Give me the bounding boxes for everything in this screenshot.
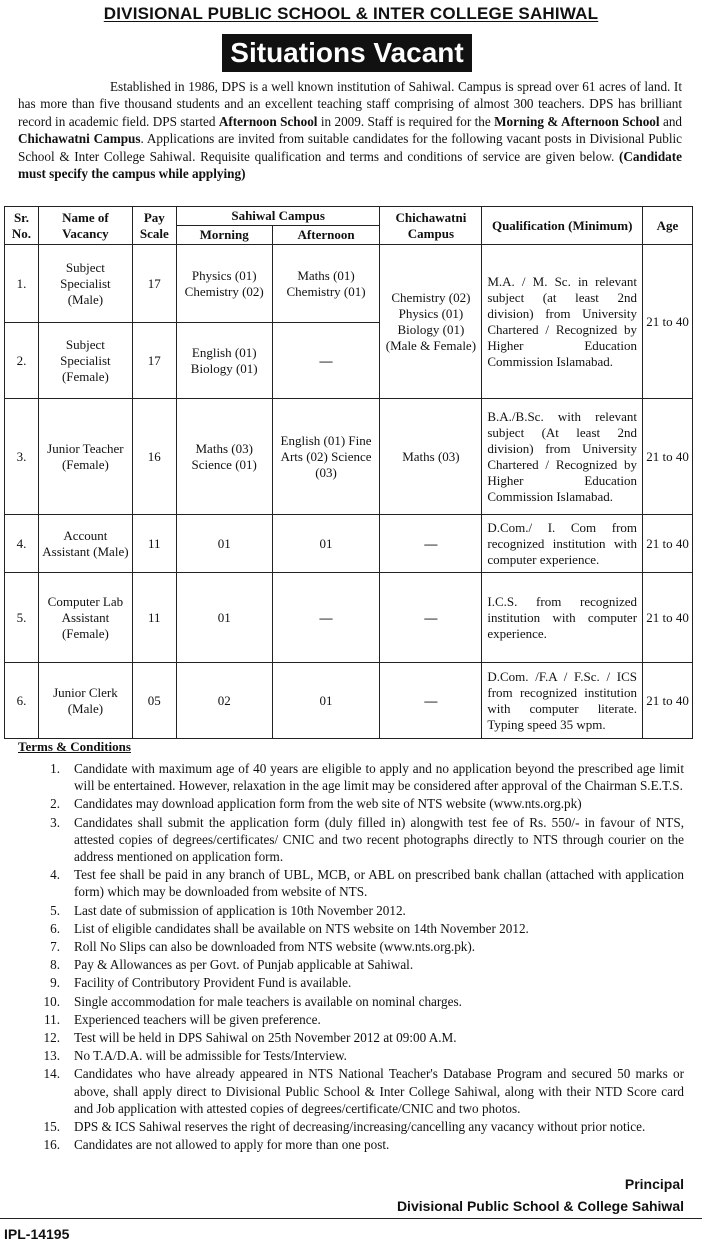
term-item	[18, 866, 684, 900]
term-item	[18, 1118, 684, 1135]
term-number: 12.	[43, 1030, 60, 1046]
cell-age: 21 to 40	[643, 399, 693, 515]
cell-morning: English (01) Biology (01)	[176, 323, 272, 399]
cell-sr: 2.	[5, 323, 39, 399]
intro-text-1: Established in 1986, DPS is a well known institution of Sahiwal. Campus is spread over 61 acres of land. It has more than five thousand students and an excellent teaching staff comprising of almost 300 teachers. DPS has brilliant record in academic field. DPS started	[18, 79, 682, 129]
term-text: Test fee shall be paid in any branch of UBL, MCB, or ABL on prescribed bank challan (attached with application form) which may be downloaded from website of NTS.	[74, 867, 684, 900]
term-text: Facility of Contributory Provident Fund is available.	[74, 975, 352, 991]
header-afternoon: Afternoon	[272, 226, 380, 245]
term-item	[18, 1065, 684, 1117]
term-text: Single accommodation for male teachers is available on nominal charges.	[74, 993, 462, 1009]
intro-morning-afternoon: Morning & Afternoon School	[494, 113, 660, 129]
table-row	[5, 515, 693, 573]
header-sr: Sr. No.	[5, 207, 39, 245]
term-text: Test will be held in DPS Sahiwal on 25th November 2012 at 09:00 A.M.	[74, 1030, 457, 1046]
cell-afternoon: —	[272, 573, 380, 663]
term-item	[18, 814, 684, 866]
cell-name: Junior Teacher (Female)	[38, 399, 132, 515]
cell-qualification: D.Com./ I. Com from recognized institution with computer experience.	[482, 515, 643, 573]
intro-chichawatni: Chichawatni Campus	[18, 131, 141, 147]
header-qualification: Qualification (Minimum)	[482, 207, 643, 245]
signatory-title: Principal	[624, 1176, 684, 1192]
cell-pay: 11	[132, 573, 176, 663]
cell-afternoon: 01	[272, 663, 380, 739]
term-text: Candidates shall submit the application form (duly filled in) alongwith test fee of Rs. 550/- in favour of NTS, attested copies of degrees/certificates/ CNIC and two recent photographs directly to NTS through courier on the address mentioned on application form.	[74, 814, 684, 865]
cell-afternoon: —	[272, 323, 380, 399]
terms-list	[18, 760, 684, 1154]
term-number: 5.	[50, 902, 60, 918]
term-item	[18, 956, 684, 973]
term-item	[18, 1047, 684, 1064]
term-item	[18, 993, 684, 1010]
term-number: 6.	[50, 920, 60, 936]
term-item	[18, 1011, 684, 1028]
term-item	[18, 920, 684, 937]
cell-chichawatni: Maths (03)	[380, 399, 482, 515]
table-row	[5, 399, 693, 515]
header-chichawatni: Chichawatni Campus	[380, 207, 482, 245]
cell-chichawatni: —	[380, 515, 482, 573]
term-number: 16.	[43, 1137, 60, 1153]
table-row	[5, 663, 693, 739]
term-item	[18, 938, 684, 955]
term-item	[18, 974, 684, 991]
cell-sr: 1.	[5, 245, 39, 323]
term-number: 14.	[43, 1066, 60, 1082]
cell-age: 21 to 40	[643, 515, 693, 573]
term-text: Candidates who have already appeared in NTS National Teacher's Database Program and secured 50 marks or above, shall apply direct to Divisional Public School & Inter College Sahiwal, along with their NTD Score card and Job application with attested copies of degrees/certificate/CNIC and two photos.	[74, 1066, 684, 1116]
intro-text-4: . Applications are invited from suitable candidates for the following vacant posts in Divisional Public School & Inter College Sahiwal. Requisite qualification and terms and conditions of service are given below.	[18, 131, 682, 164]
term-number: 1.	[50, 761, 60, 776]
cell-sr: 4.	[5, 515, 39, 573]
cell-pay: 11	[132, 515, 176, 573]
term-text: Last date of submission of application is 10th November 2012.	[74, 902, 406, 918]
cell-morning: 01	[176, 573, 272, 663]
term-item	[18, 760, 684, 794]
cell-sr: 6.	[5, 663, 39, 739]
cell-morning: Maths (03) Science (01)	[176, 399, 272, 515]
cell-qualification: I.C.S. from recognized institution with computer experience.	[482, 573, 643, 663]
header-morning: Morning	[176, 226, 272, 245]
term-number: 10.	[43, 993, 60, 1009]
cell-age: 21 to 40	[643, 663, 693, 739]
term-text: Candidate with maximum age of 40 years are eligible to apply and no application beyond the prescribed age limit will be entertained. However, relaxation in the age limit may be considered after approval of the Chairman S.E.T.S.	[74, 761, 684, 794]
term-number: 13.	[43, 1048, 60, 1064]
cell-age: 21 to 40	[643, 245, 693, 399]
intro-text-3: and	[659, 113, 683, 129]
cell-name: Subject Specialist (Male)	[38, 245, 132, 323]
header-sahiwal: Sahiwal Campus	[176, 207, 380, 226]
term-number: 15.	[43, 1119, 60, 1135]
cell-name: Subject Specialist (Female)	[38, 323, 132, 399]
cell-morning: 01	[176, 515, 272, 573]
cell-pay: 16	[132, 399, 176, 515]
intro-paragraph	[18, 78, 682, 182]
cell-chichawatni: Chemistry (02) Physics (01) Biology (01) (Male & Female)	[380, 245, 482, 399]
cell-pay: 17	[132, 323, 176, 399]
term-item	[18, 1029, 684, 1046]
cell-afternoon: English (01) Fine Arts (02) Science (03)	[272, 399, 380, 515]
term-number: 4.	[50, 867, 60, 883]
term-text: List of eligible candidates shall be available on NTS website on 14th November 2012.	[74, 920, 529, 936]
cell-name: Account Assistant (Male)	[38, 515, 132, 573]
cell-pay: 05	[132, 663, 176, 739]
footer-divider	[0, 1218, 702, 1219]
term-item	[18, 1136, 684, 1153]
cell-morning: 02	[176, 663, 272, 739]
term-item	[18, 795, 684, 812]
term-item	[18, 902, 684, 919]
cell-chichawatni: —	[380, 573, 482, 663]
vacancy-table	[4, 206, 693, 739]
cell-qualification: D.Com. /F.A / F.Sc. / ICS from recognized institution with computer literate. Typing speed 35 wpm.	[482, 663, 643, 739]
term-number: 7.	[50, 939, 60, 955]
term-number: 2.	[50, 796, 60, 812]
term-text: No T.A/D.A. will be admissible for Tests/Interview.	[74, 1048, 347, 1064]
banner-title: Situations Vacant	[222, 34, 472, 72]
cell-afternoon: 01	[272, 515, 380, 573]
term-text: Candidates are not allowed to apply for more than one post.	[74, 1137, 390, 1153]
terms-heading: Terms & Conditions	[18, 739, 131, 754]
cell-pay: 17	[132, 245, 176, 323]
header-pay: Pay Scale	[132, 207, 176, 245]
intro-note: (Candidate must specify the campus while applying)	[18, 148, 682, 182]
intro-text-2: in 2009. Staff is required for the	[317, 113, 495, 129]
header-name: Name of Vacancy	[38, 207, 132, 245]
cell-sr: 3.	[5, 399, 39, 515]
cell-age: 21 to 40	[643, 573, 693, 663]
term-number: 9.	[50, 975, 60, 991]
cell-sr: 5.	[5, 573, 39, 663]
table-row	[5, 245, 693, 323]
table-row	[5, 573, 693, 663]
cell-afternoon: Maths (01) Chemistry (01)	[272, 245, 380, 323]
cell-qualification: B.A./B.Sc. with relevant subject (At least 2nd division) from University Chartered / Recognized by Higher Education Commission Islamabad.	[482, 399, 643, 515]
term-number: 8.	[50, 957, 60, 973]
cell-morning: Physics (01) Chemistry (02)	[176, 245, 272, 323]
cell-qualification: M.A. / M. Sc. in relevant subject (at least 2nd division) from University Chartered / Recognized by Higher Education Commission Islamabad.	[482, 245, 643, 399]
school-name: DIVISIONAL PUBLIC SCHOOL & INTER COLLEGE SAHIWAL	[103, 4, 599, 23]
term-number: 3.	[50, 814, 60, 830]
term-number: 11.	[44, 1011, 60, 1027]
intro-afternoon-school: Afternoon School	[218, 113, 318, 129]
term-text: Candidates may download application form from the web site of NTS website (www.nts.org.pk)	[74, 796, 582, 812]
cell-name: Junior Clerk (Male)	[38, 663, 132, 739]
term-text: Roll No Slips can also be downloaded from NTS website (www.nts.org.pk).	[74, 939, 476, 955]
signatory-organization: Divisional Public School & College Sahiwal	[396, 1198, 684, 1214]
header-age: Age	[643, 207, 693, 245]
cell-name: Computer Lab Assistant (Female)	[38, 573, 132, 663]
term-text: DPS & ICS Sahiwal reserves the right of decreasing/increasing/cancelling any vacancy without prior notice.	[74, 1119, 646, 1135]
term-text: Pay & Allowances as per Govt. of Punjab applicable at Sahiwal.	[74, 957, 414, 973]
term-text: Experienced teachers will be given preference.	[74, 1011, 321, 1027]
reference-number: IPL-14195	[4, 1226, 70, 1242]
cell-chichawatni: —	[380, 663, 482, 739]
